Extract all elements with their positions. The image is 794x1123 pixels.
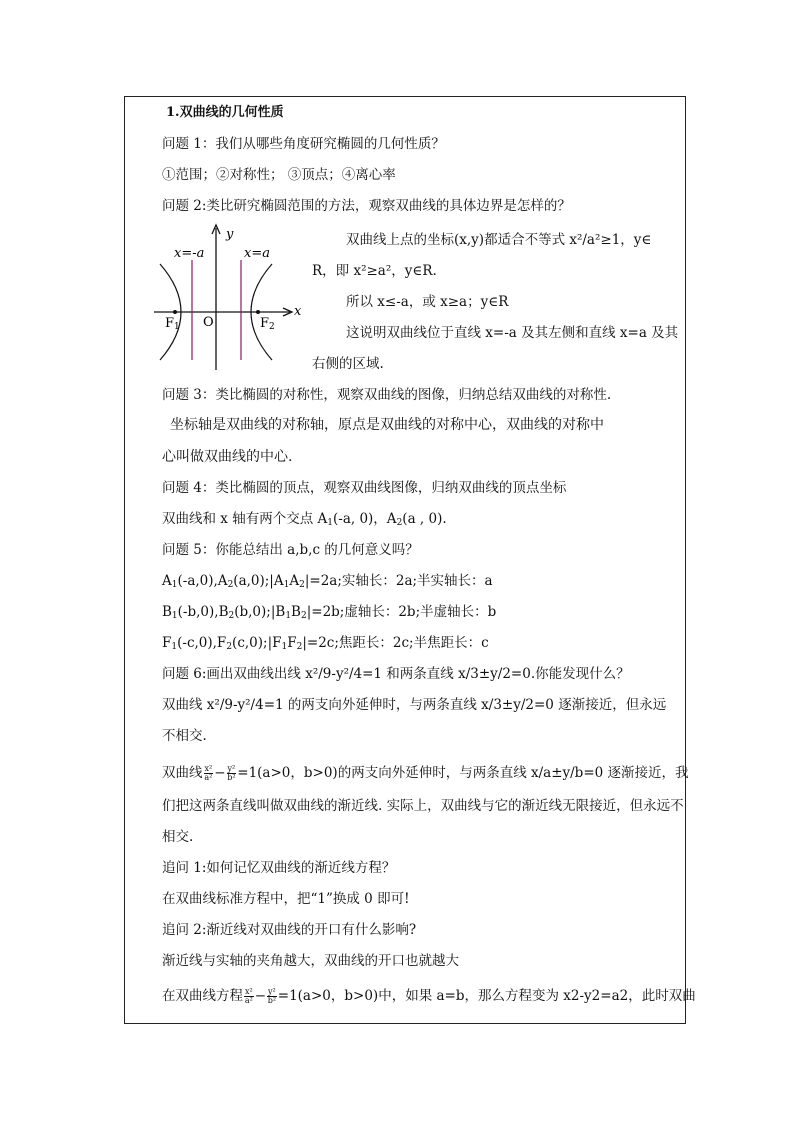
asymptote-line-1: 双曲线 $\frac{\text{x²}}{\text{a²}}$ − $\frac{\text{y²}}{\text{b²}}$ =1(a>0，b>0)的两支向外延伸时，与两条直线 x/a±y/b=0 逐渐接近，我	[162, 764, 689, 782]
label-f2: F2	[260, 316, 275, 332]
follow-up-question-1: 追问 1:如何记忆双曲线的渐近线方程？	[162, 860, 396, 876]
follow-up-answer-1: 在双曲线标准方程中，把“1”换成 0 即可!	[162, 891, 410, 907]
answer-3-line-2: 心叫做双曲线的中心.	[162, 449, 293, 465]
answer-2-line-1: 双曲线上点的坐标(x,y)都适合不等式 x²/a²≥1，y∈	[346, 232, 652, 248]
fraction-x2-a2-2: $\frac{\text{x²}}{\text{a²}}$	[244, 987, 253, 1005]
answer-5-row-f: $F_1(-c,0),F_2(c,0);|F_1F_2|=2c$;焦距长：2c;半焦距长：c	[162, 635, 489, 652]
fraction-y2-b2-2: $\frac{\text{y²}}{\text{b²}}$	[267, 987, 277, 1005]
asymptote-line-3: 相交.	[162, 829, 194, 845]
label-f1: F1	[165, 316, 180, 332]
answer-4: 双曲线和 x 轴有两个交点 $A_1(-a$, 0)，$A_2(a$ , 0).	[162, 511, 447, 528]
answer-2-line-3: 所以 x≤-a，或 x≥a；y∈R	[346, 294, 509, 310]
asymptote-line-2: 们把这两条直线叫做双曲线的渐近线. 实际上，双曲线与它的渐近线无限接近，但永远不	[162, 798, 684, 814]
focus-f2-point	[256, 310, 260, 314]
equal-axis-line: 在双曲线方程 $\frac{\text{x²}}{\text{a²}}$ − $\frac{\text{y²}}{\text{b²}}$ =1(a>0，b>0)中，如果 a=b，那么方程变为 x2-y2=a2，此时双曲	[162, 987, 696, 1005]
answer-2-line-5: 右侧的区域.	[312, 356, 384, 372]
answer-5-row-a: $A_1(-a,0),A_2(a,0);|A_1A_2|=2a$;实轴长：2a;半实轴长：a	[162, 573, 493, 590]
label-x: x	[294, 304, 302, 319]
section-title: 1.双曲线的几何性质	[166, 105, 284, 120]
hyperbola-figure	[150, 222, 310, 372]
follow-up-question-2: 追问 2:渐近线对双曲线的开口有什么影响?	[162, 922, 417, 938]
answer-3-line-1: 坐标轴是双曲线的对称轴，原点是双曲线的对称中心，双曲线的对称中	[170, 417, 604, 433]
answer-6-line-2: 不相交.	[162, 728, 207, 744]
question-4: 问题 4：类比椭圆的顶点，观察双曲线图像，归纳双曲线的顶点坐标	[162, 480, 567, 496]
question-2: 问题 2:类比研究椭圆范围的方法，观察双曲线的具体边界是怎样的？	[162, 198, 571, 214]
fraction-x2-a2: $\frac{\text{x²}}{\text{a²}}$	[204, 764, 213, 782]
fraction-y2-b2: $\frac{\text{y²}}{\text{b²}}$	[227, 764, 236, 782]
focus-f1-point	[173, 310, 177, 314]
question-6: 问题 6:画出双曲线出线 x²/9-y²/4=1 和两条直线 x/3±y/2=0.你能发现什么？	[162, 666, 630, 682]
question-3: 问题 3：类比椭圆的对称性，观察双曲线的图像，归纳总结双曲线的对称性.	[162, 387, 612, 403]
answer-5-row-b: $B_1(-b,0),B_2(b,0);|B_1B_2|=2b$;虚轴长：2b;半虚轴长：b	[162, 604, 497, 621]
question-1: 问题 1：我们从哪些角度研究椭圆的几何性质？	[162, 136, 445, 152]
label-origin: O	[203, 315, 214, 330]
label-y: y	[226, 227, 234, 242]
follow-up-answer-2: 渐近线与实轴的夹角越大，双曲线的开口也就越大	[162, 953, 459, 969]
question-5: 问题 5：你能总结出 a,b,c 的几何意义吗？	[162, 542, 419, 558]
answer-2-line-2: R，即 x²≥a²，y∈R.	[312, 263, 437, 279]
label-x-plus-a: x=a	[244, 246, 270, 261]
answer-2-line-4: 这说明双曲线位于直线 x=-a 及其左侧和直线 x=a 及其	[346, 325, 679, 341]
answer-6-line-1: 双曲线 x²/9-y²/4=1 的两支向外延伸时，与两条直线 x/3±y/2=0 逐渐接近，但永远	[162, 697, 667, 713]
answer-1: ①范围；②对称性； ③顶点；④离心率	[162, 167, 396, 183]
label-x-minus-a: x=-a	[174, 246, 205, 261]
